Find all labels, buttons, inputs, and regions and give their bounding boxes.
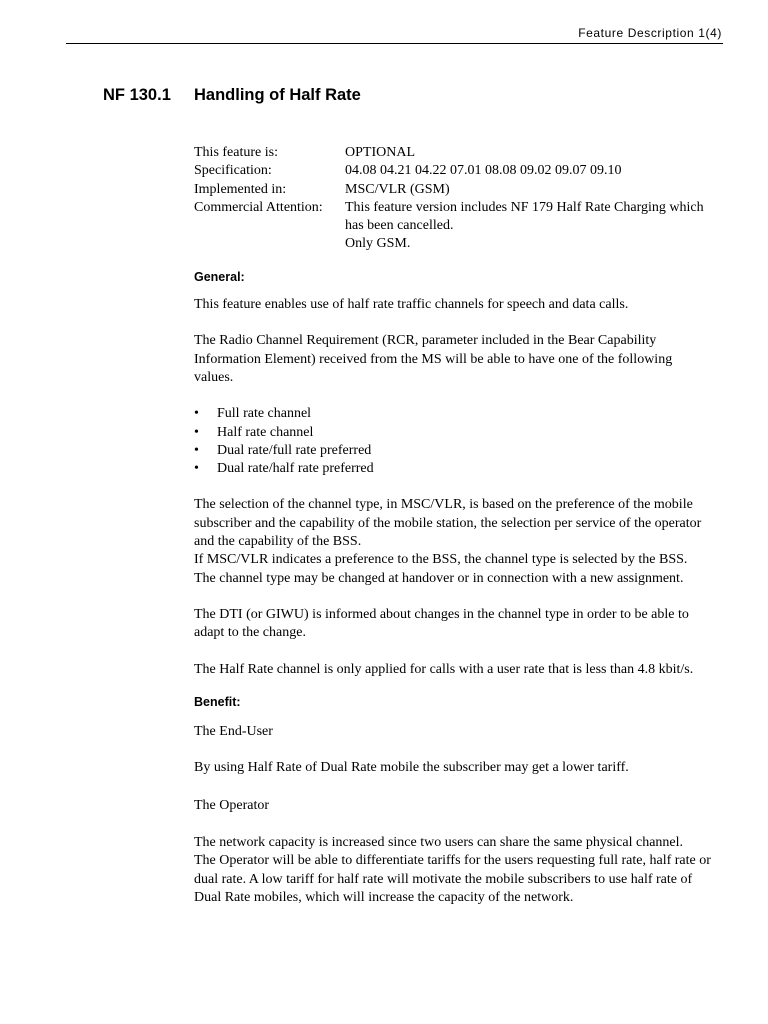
rcr-values-list	[194, 405, 734, 478]
list-item-text: Dual rate/full rate preferred	[217, 442, 372, 458]
text-line: The Radio Channel Requirement (RCR, parameter included in the Bear Capability	[194, 333, 657, 349]
dti-paragraph	[194, 606, 734, 643]
text-line: The selection of the channel type, in MSC/VLR, is based on the preference of the mobile	[194, 497, 693, 513]
half-rate-paragraph: The Half Rate channel is only applied for calls with a user rate that is less than 4.8 kbit/s.	[194, 661, 694, 677]
text-line: Information Element) received from the MS will be able to have one of the following	[194, 351, 673, 367]
list-item	[194, 460, 734, 478]
text-line: The DTI (or GIWU) is informed about changes in the channel type in order to be able to	[194, 606, 689, 622]
operator-title: The Operator	[194, 797, 270, 813]
bullet-icon: •	[194, 461, 199, 477]
bullet-icon: •	[194, 442, 199, 458]
rcr-paragraph	[194, 332, 734, 387]
bullet-icon: •	[194, 424, 199, 440]
info-value-line: Only GSM.	[345, 236, 411, 252]
bullet-icon: •	[194, 406, 199, 422]
list-item-text: Half rate channel	[217, 424, 314, 440]
text-line: Dual Rate mobiles, which will increase the capacity of the network.	[194, 889, 574, 905]
end-user-title: The End-User	[194, 724, 273, 740]
info-row-specification	[194, 162, 734, 180]
list-item-text: Dual rate/half rate preferred	[217, 461, 374, 477]
info-key: This feature is:	[194, 145, 278, 160]
text-line: The network capacity is increased since two users can share the same physical channel.	[194, 835, 684, 851]
list-item	[194, 405, 734, 423]
info-value: MSC/VLR (GSM)	[345, 181, 450, 197]
text-line: subscriber and the capability of the mobile station, the selection per service of the operator	[194, 515, 702, 531]
feature-info-table	[194, 144, 734, 254]
info-value: OPTIONAL	[345, 145, 415, 160]
text-line: dual rate. A low tariff for half rate will motivate the mobile subscribers to use half rate of	[194, 871, 693, 887]
operator-paragraph	[194, 834, 734, 907]
info-key: Commercial Attention:	[194, 199, 323, 215]
list-item-text: Full rate channel	[217, 406, 312, 422]
text-line: and the capability of the BSS.	[194, 534, 362, 550]
list-item	[194, 442, 734, 460]
section-title: Handling of Half Rate	[194, 86, 361, 104]
list-item	[194, 424, 734, 442]
info-key: Specification:	[194, 163, 272, 179]
info-value: 04.08 04.21 04.22 07.01 08.08 09.02 09.07 09.10	[345, 163, 622, 179]
general-paragraph: This feature enables use of half rate traffic channels for speech and data calls.	[194, 297, 629, 313]
section-heading	[103, 86, 361, 105]
info-value	[345, 199, 734, 254]
benefit-heading: Benefit:	[194, 694, 241, 709]
text-line: The Operator will be able to differentiate tariffs for the users requesting full rate, half rate or	[194, 853, 711, 869]
info-value-line: has been cancelled.	[345, 218, 454, 234]
info-value-line: This feature version includes NF 179 Half Rate Charging which	[345, 199, 704, 215]
content-body	[194, 144, 734, 907]
general-heading: General:	[194, 269, 245, 284]
text-line: values.	[194, 369, 234, 385]
text-line: If MSC/VLR indicates a preference to the BSS, the channel type is selected by the BSS.	[194, 552, 688, 568]
info-key: Implemented in:	[194, 181, 287, 197]
text-line: The channel type may be changed at handover or in connection with a new assignment.	[194, 570, 684, 586]
section-number: NF 130.1	[103, 86, 171, 104]
header-rule	[66, 43, 723, 44]
info-row-implemented-in	[194, 181, 734, 199]
page-header: Feature Description 1(4)	[578, 26, 722, 40]
info-row-feature-type	[194, 144, 734, 162]
channel-selection-paragraph	[194, 496, 734, 587]
info-row-commercial-attention	[194, 199, 734, 254]
text-line: adapt to the change.	[194, 625, 306, 641]
end-user-paragraph: By using Half Rate of Dual Rate mobile the subscriber may get a lower tariff.	[194, 760, 629, 776]
